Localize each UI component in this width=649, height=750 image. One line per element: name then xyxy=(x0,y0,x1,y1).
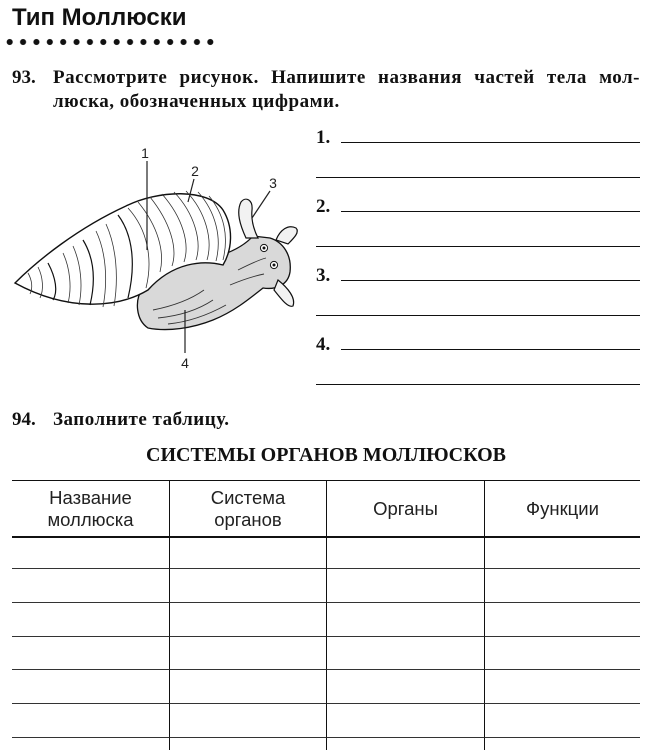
header-line: моллюска xyxy=(47,508,134,530)
eye-pupil xyxy=(263,247,266,250)
figure-label-3: 3 xyxy=(269,175,277,191)
task-93-line-1: Рассмотрите рисунок. Напишите названия частей тела мол- xyxy=(53,67,640,88)
table-cell xyxy=(12,738,170,750)
table-cell xyxy=(12,569,170,603)
answer-lines xyxy=(316,109,640,385)
table-cell xyxy=(170,738,327,750)
answer-item xyxy=(316,109,640,178)
table-cell xyxy=(327,670,485,704)
task-94-number: 94. xyxy=(12,409,36,430)
table-row xyxy=(12,538,640,569)
table-cell xyxy=(170,569,327,603)
answer-row xyxy=(316,247,640,286)
answer-blank-line xyxy=(316,281,640,316)
task-93-line-2: люска, обозначенных цифрами. xyxy=(53,91,340,112)
table-row xyxy=(12,704,640,738)
table-cell xyxy=(327,637,485,670)
task-94-text: Заполните таблицу. xyxy=(53,409,230,430)
table-cell xyxy=(170,670,327,704)
answer-number: 1. xyxy=(316,127,331,148)
table-cell xyxy=(170,637,327,670)
answer-blank-line xyxy=(316,212,640,247)
table-row xyxy=(12,670,640,704)
answer-item xyxy=(316,178,640,247)
answer-number: 3. xyxy=(316,265,331,286)
answer-blank-line xyxy=(316,143,640,178)
table-cell xyxy=(485,704,640,738)
answer-row xyxy=(316,109,640,148)
answer-item xyxy=(316,247,640,316)
table-cell xyxy=(12,670,170,704)
header-line: Функции xyxy=(526,497,599,519)
header-cell-functions xyxy=(485,481,640,538)
header-line: Система xyxy=(210,486,286,508)
table-cell xyxy=(170,603,327,637)
answer-item xyxy=(316,316,640,385)
tentacle-right xyxy=(276,227,297,244)
header-cell-organ-system xyxy=(170,481,327,538)
table-row xyxy=(12,637,640,670)
table-cell xyxy=(12,603,170,637)
header-line: органов xyxy=(214,508,282,530)
table-cell xyxy=(485,670,640,704)
task-93-number: 93. xyxy=(12,67,36,88)
snail-figure xyxy=(8,140,308,376)
answer-blank-line xyxy=(316,350,640,385)
figure-label-2: 2 xyxy=(191,163,199,179)
header-line: Название xyxy=(49,486,132,508)
table-row xyxy=(12,738,640,750)
header-cell-organs xyxy=(327,481,485,538)
answer-line xyxy=(341,348,640,350)
table-cell xyxy=(12,637,170,670)
answer-line xyxy=(341,141,640,143)
tentacle-upper xyxy=(239,199,258,238)
table-cell xyxy=(170,704,327,738)
figure-label-4: 4 xyxy=(181,355,189,371)
answer-line xyxy=(341,279,640,281)
table-cell xyxy=(485,538,640,569)
table-row xyxy=(12,569,640,603)
answer-number: 4. xyxy=(316,334,331,355)
answer-row xyxy=(316,178,640,217)
organ-systems-table xyxy=(12,480,640,750)
dotted-divider xyxy=(3,38,217,46)
page-title: Тип Моллюски xyxy=(12,4,187,31)
table-cell xyxy=(327,569,485,603)
table-cell xyxy=(327,704,485,738)
table-row xyxy=(12,603,640,637)
figure-label-1: 1 xyxy=(141,145,149,161)
table-cell xyxy=(327,738,485,750)
table-cell xyxy=(485,738,640,750)
table-cell xyxy=(12,538,170,569)
table-cell xyxy=(327,538,485,569)
answer-number: 2. xyxy=(316,196,331,217)
task-93-text xyxy=(53,66,640,114)
eye-pupil xyxy=(273,264,276,267)
table-cell xyxy=(485,603,640,637)
table-cell xyxy=(485,637,640,670)
leader-line-3 xyxy=(252,191,270,218)
table-cell xyxy=(12,704,170,738)
table-header-row xyxy=(12,481,640,538)
table-cell xyxy=(170,538,327,569)
answer-row xyxy=(316,316,640,355)
table-cell xyxy=(327,603,485,637)
table-cell xyxy=(485,569,640,603)
header-line: Органы xyxy=(373,497,438,519)
header-cell-mollusk-name xyxy=(12,481,170,538)
table-title: СИСТЕМЫ ОРГАНОВ МОЛЛЮСКОВ xyxy=(146,444,506,466)
answer-line xyxy=(341,210,640,212)
